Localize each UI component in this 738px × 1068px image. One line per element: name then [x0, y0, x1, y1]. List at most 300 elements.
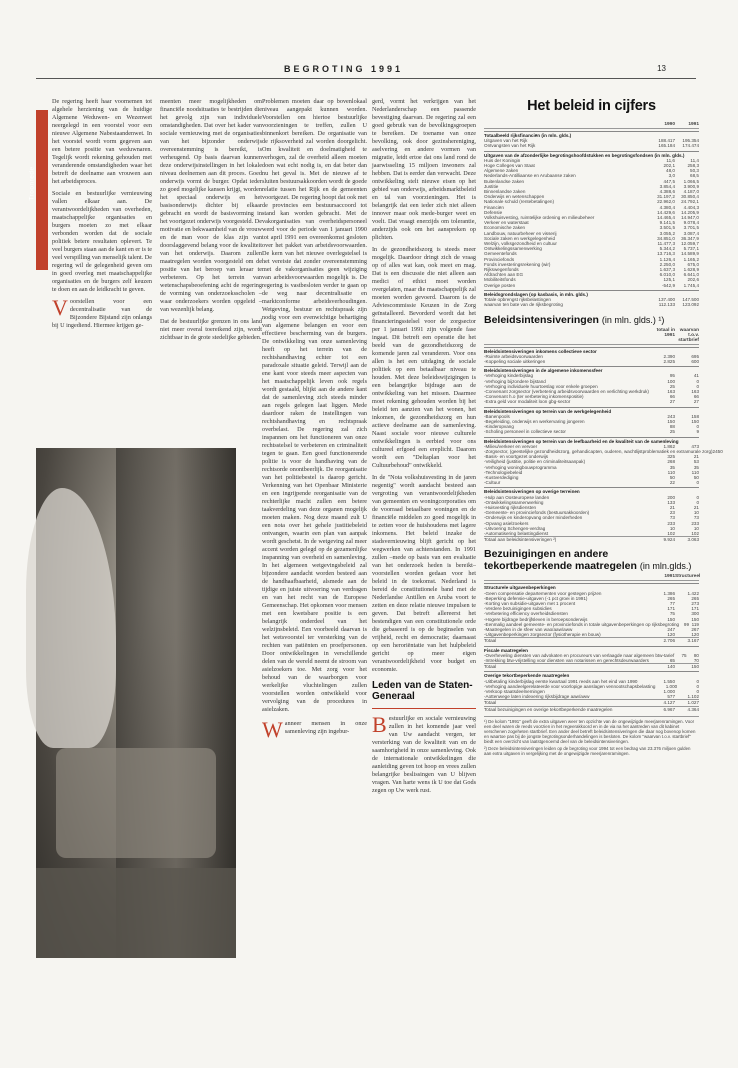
- row-label: -Uitbetaling kinderbijslag eerste kwartaal 1991 reeds aan het eind van 1990: [484, 678, 638, 684]
- group-heading: [484, 407, 699, 414]
- row-value: 5.737,1: [683, 246, 699, 252]
- row-label: -Huisvesting rijksdiensten: [484, 504, 537, 510]
- row-label: Afdrachten aan EG: [484, 272, 524, 278]
- column-header: totaal in 1991: [656, 327, 675, 338]
- row-value: 0: [696, 494, 699, 500]
- row-label: -Uitgavenbeperkingen zorgsector (fysiotherapie en bouw): [484, 632, 601, 638]
- row-value: 1.027: [687, 700, 699, 706]
- row-value: 70: [693, 658, 699, 664]
- row-value: 150: [667, 616, 675, 622]
- row-value: 150: [691, 418, 699, 424]
- row-label: -Ontwikkelingssamenwerking: [484, 499, 544, 505]
- row-value: 88: [669, 424, 675, 430]
- row-value: 3.701,5: [683, 225, 699, 231]
- row-value: 110: [667, 469, 675, 475]
- group-heading: [484, 151, 699, 158]
- row-label: Overige posten: [484, 282, 516, 288]
- row-value: 1.637,3: [659, 267, 675, 273]
- row-value: 14.205,9: [681, 209, 699, 215]
- row-label: -Koppeling sociale uitkeringen: [484, 358, 546, 364]
- page-number: 13: [657, 64, 666, 73]
- row-value: 22: [669, 480, 675, 486]
- row-value: 245: [712, 448, 721, 454]
- table-row: [484, 699, 699, 705]
- table-row: [484, 663, 699, 669]
- text-column-2: [160, 98, 262, 443]
- row-value: 65: [669, 658, 675, 664]
- row-value: 577: [667, 694, 675, 700]
- row-label: Buitenlandse zaken: [484, 178, 525, 184]
- column-header-row: [484, 328, 699, 345]
- row-value: 10: [669, 525, 675, 531]
- paragraph: [52, 295, 152, 330]
- row-label: Economische zaken: [484, 225, 526, 231]
- table-row: [484, 143, 699, 148]
- row-label: Verkeer en waterstaat: [484, 220, 529, 226]
- table-row: [484, 536, 699, 542]
- row-label: -Uitvoering Schengen-verdrag: [484, 525, 546, 531]
- row-value: 9.078,4: [683, 220, 699, 226]
- row-value: 125,1: [663, 277, 675, 283]
- row-value: 1.745,4: [683, 282, 699, 288]
- row-value: 25: [669, 383, 675, 389]
- row-value: 447,5: [663, 178, 675, 184]
- row-value: 1.422: [687, 590, 699, 596]
- row-value: 3,0: [668, 173, 675, 179]
- row-value: 27: [669, 399, 675, 405]
- row-value: 0: [696, 383, 699, 389]
- row-label: -Overheveling diensten van advokaten en procureurs van verlaagde naar algemeen btw-tarief: [484, 652, 675, 658]
- row-value: 66: [693, 394, 699, 400]
- row-value: 273: [691, 601, 699, 607]
- row-value: 243: [667, 413, 675, 419]
- paragraph: De regering heeft haar voornemen tot algehele herziening van de huidige Algemene Weduwen- en Wezenwet neergelegd in een voorstel voor een nieuwe Algemene Nabestaandenwet. In het voorstel wordt vorm gegeven aan een betere positie van weduwnaren. Tegelijk wordt rekening gehouden met veranderende omstandigheden waar het betreft de deelname aan vrouwen aan het arbeidsproces.: [52, 98, 152, 185]
- row-label: Totaal: [484, 638, 497, 644]
- row-value: 267: [691, 627, 699, 633]
- row-value: 30.850,4: [681, 194, 699, 200]
- row-value: 0: [696, 689, 699, 695]
- row-label: Algemene zaken: [484, 168, 519, 174]
- table-intensiveringen: [484, 327, 723, 543]
- row-value: 247: [667, 627, 675, 633]
- row-label: -Ruimte arbeidsvoorwaarden: [484, 353, 543, 359]
- row-value: 265: [667, 595, 675, 601]
- row-value: 75: [681, 652, 687, 658]
- row-label: Gemeentefonds: [484, 251, 517, 257]
- row-value: 174.474: [682, 143, 699, 149]
- row-label: -Extra geld voor modaliteit loon gbg-sector: [484, 399, 571, 405]
- row-label: Binnenlandse zaken: [484, 189, 526, 195]
- group-heading-label: Beleidsintensiveringen op terrein van de werkgelegenheid: [484, 408, 612, 414]
- row-label: -Verhoging aandeelgerelateerde voor voorlopige aanslagen vennootschapsbelasting: [484, 683, 656, 689]
- footnotes: [484, 716, 699, 756]
- row-value: 171: [667, 606, 675, 612]
- paragraph-text: oorstellen voor een decentralisatie van de Bijzondere Bijstand zijn onlangs bij U ingediend. Hiermee krijgen ge-: [52, 298, 152, 329]
- row-label: Onderwijs en wetenschappen: [484, 194, 545, 200]
- row-value: 3.063: [687, 537, 699, 543]
- column-header: 1991: [688, 122, 699, 127]
- group-heading-label: Fiscale maatregelen: [484, 647, 528, 653]
- drop-cap: V: [52, 295, 68, 320]
- row-value: 202,6: [687, 277, 699, 283]
- row-value: 23: [669, 510, 675, 516]
- row-value: 163: [691, 388, 699, 394]
- section-tab-label: Troonrede: [28, 166, 36, 201]
- row-value: 119: [691, 621, 699, 627]
- row-label: Financiën: [484, 204, 504, 210]
- figures-title: Het beleid in cijfers: [527, 98, 656, 114]
- row-label: Nationale schuld (rentebetalingen): [484, 199, 554, 205]
- row-value: 0: [696, 480, 699, 486]
- group-heading: [484, 583, 699, 590]
- drop-cap: B: [372, 712, 387, 737]
- row-value: 123.092: [682, 302, 699, 308]
- table-row: [484, 632, 699, 637]
- row-label: -Veiligheid (justitie, politie en criminaliteitsaanpak): [484, 459, 586, 465]
- group-heading-label: Beleidsintensiveringen inkomens collectieve sector: [484, 348, 597, 354]
- row-value: 2.250,0: [659, 261, 675, 267]
- paragraph: Problemen moeten daar op bovenlokaal niveau aangepakt kunnen worden. Voorstellen om hiertoe bestuurlijke voorzieningen te treffen, zullen U binnenkort bereiken. De organisatie van de rijksoverheid zal worden doorgelicht. Om kwaliteit en doelmatigheid te verhogen, zal de overheid alleen moeten doen wat echt nodig is, en dat beter dan nu het geval is. Met de nieuwe af te sluiten bestuursakkoorden wordt de goede relatie tussen het Rijk en de gemeenten voortgezet. De regering hoopt dat ook met de provincies een bestuursaccoord tot stand kan worden gebracht. Met de vakorganisaties van overheidspersoneel werd voor de periode van 1 januari 1990 tot april 1991 een overeenkomst gesloten over het pakket van arbeidsvoorwaarden. De kern van het nieuwe overlegstelsel is het vereiste dat zonder overeenstemming met de vakorganisaties geen wijziging van arbeidsvoorwaarden mogelijk is. De regering is vastbesloten verder te gaan op de weg naar decentralisatie en marktconforme arbeidsverhoudingen. Wetgeving, bestuur en rechtspraak zijn nodig voor een evenwichtige behartiging van algemene belangen en voor een effectieve bescherming van de burgers. De ontwikkeling van onze samenleving heeft op het terrein van de rechtshandhaving echter tot een paradoxale situatie geleid. Terwijl aan de ene kant voor steeds meer aspecten van het maatschappelijk leven ook regels wordt gestaald, blijkt aan de andere kant dat de samenleving zich steeds minder aan regels gelegen laat liggen. Mede daardoor raken de instellingen van rechtshandhaving en rechtspraak overbelast. De regering zal zich inspannen om het functioneren van onze rechtsstelsel te verbeteren en criminaliteit tegen te gaan. Een goed functionerende politie is voor de handhaving van de rechtsorde onontbeerlijk. De reorganisatie van het politiebestel is daarop gericht. Verkenning van het Openbaar Ministerie en een ingrijpende reorganisatie van de rechterlijke macht zullen een betere taakverdeling van deze organen mogelijk moeten maken. Nog deze maand zult U een nota over het gehele justitiebeleid ontvangen, waarin een plan van aanpak wordt geschetst. In de wetgeving zal meer accent worden gelegd op de gezamenlijke inspanning van overheid en samenleving. In het algemeen wetgevingsbeleid zal bijzondere aandacht worden besteed aan de handhaafbaarheid, alsmede aan de tijdige en juiste uitvoering van verdragen en van het recht van de Europese Gemeenschap. Het opkomen voor mensen met een kwetsbare positie is een belangrijk onderdeel van het welzijnsbeleid. Een voorbeeld daarvan is het wetsvoorstel ter versterking van de rechten van patiënten en proefpersonen. Door ontwikkelingen in verschillende delen van de wereld neemt de stroom van asielzoekers toe. Met zorg voor het behoud van de waarborgen voor werkelijke vluchtelingen zullen voorstellen worden ontwikkeld voor vervolging van de procedures in asielzaken.: [262, 98, 367, 713]
- row-value: 200: [667, 494, 675, 500]
- row-value: 3.055,2: [659, 230, 675, 236]
- row-value: 1.862: [663, 443, 675, 449]
- row-value: 35: [669, 464, 675, 470]
- row-value: 3.087,4: [683, 230, 699, 236]
- row-value: 100: [667, 378, 675, 384]
- row-value: 5.344,2: [659, 246, 675, 252]
- table-title-bezuinigingen: Bezuinigingen en andere tekortbeperkende maatregelen (in mln.glds.): [484, 548, 692, 573]
- paragraph: In de "Nota volkshuisvesting in de jaren negentig" wordt aandacht besteed aan vergroting van verantwoordelijkheden van gemeenten en woningcorporaties om de voorraad betaalbare woningen en de financiële middelen zo goed mogelijk in te zetten voor de huishoudens met lagere inkomens. Het beleid inzake de stadsvernieuwing blijft gericht op het wegwerken van achterstanden. In 1991 zullen –mede op basis van een evaluatie van het onderzoek heden is bereikt– voorstellen worden gedaan voor het beleid in de toekomst. Nederland is bereid de constitutionele band met de Nederlandse Antillen en Aruba voort te zetten en deze relatie nieuwe impulsen te geven. Dat betreft allereerst het bestendigen van een constitutionele orde die gebaseerd is op de beginselen van vrijheid, recht en democratie; daarnaast op een heroriëntatie van het hulpbeleid gericht op meer eigen verantwoordelijkheid voor budget en economie.: [372, 474, 476, 673]
- table-row: [484, 302, 699, 307]
- paragraph: Dat de bestuurlijke grenzen in ons land niet meer overal toereikend zijn, wordt zichtbaar in de grote stedelijke gebieden.: [160, 318, 262, 341]
- table-row: [484, 359, 699, 364]
- row-label: -Geen compensatie departementen voor gestegen prijzen: [484, 590, 602, 596]
- row-value: 2.825: [663, 358, 675, 364]
- text-column-4: [372, 98, 476, 1038]
- table-bezuinigingen: [484, 574, 699, 711]
- column-header: 1991: [664, 574, 675, 580]
- row-value: 6.641,0: [683, 272, 699, 278]
- row-label: -Basis- en voortgezet onderwijs: [484, 454, 549, 460]
- table-row: [484, 658, 699, 663]
- row-value: 14.429,6: [657, 209, 675, 215]
- row-value: 99: [683, 621, 690, 627]
- row-value: 120: [691, 632, 699, 638]
- group-heading-label: Beleidsgrondslagen (op kasbasis, in mln. glds.): [484, 291, 588, 297]
- row-value: 66: [669, 394, 675, 400]
- paragraph: gerd, vormt het verkrijgen van het Nederlanderschap een passende bevestiging daarvan. De regering zal een goed gebruik van de bevolkingsgroepen te bereiken. De toename van onze bevolking, ook door gezinshereniging, aselvering en andere vormen van migratie, leidt ertoe dat ons land rond de jaarwisseling 15 miljoen inwoners zal hebben. Dat is eerder dan verwacht. Deze ontwikkeling stelt nieuwe eisen op het gebied van onderwijs, arbeidsmarktbeleid en tal van voorzieningen. Het is belangrijk dat een ieder zich niet alleen innover maar ook mede-burger weet en voelt. Dat vraagt enerzijds om tolerantie, anderzijds ook om het aanspreken op plichten.: [372, 98, 476, 241]
- row-label: Nederlands-Antilliaanse en Arubaanse zaken: [484, 173, 576, 179]
- row-label: Totaal: [484, 700, 497, 706]
- row-label: Sociale zaken en werkgelegenheid: [484, 235, 555, 241]
- group-heading-label: Beleidsintensiveringen op overige terreinen: [484, 489, 580, 495]
- text-column-3: [262, 98, 367, 1028]
- row-label: -Maatregelen in de sfeer van wao/aaw/aww: [484, 627, 573, 633]
- row-value: 13.716,3: [657, 251, 675, 257]
- row-label: -Verdere bezuinigingen subsidies: [484, 606, 552, 612]
- page-header-title: BEGROTING 1991: [284, 64, 404, 74]
- table-row: [484, 429, 699, 434]
- group-heading-label: Beleidsintensiveringen in de algemene inkomenssfeer: [484, 368, 603, 374]
- row-label: Totaal aan beleidsintensiveringen ²): [484, 537, 557, 543]
- column-header-row: [484, 122, 699, 129]
- group-heading-label: Totaalbeeld rijksfinanciën (in mln. glds.): [484, 133, 572, 138]
- paragraph-text: estuurlijke en sociale vernieuwing zullen in het komende jaar veel van Uw aandacht vergen, ter versterking van de kwaliteit van en de saamhorigheid in onze samenleving. Ook de internationale ontwikkelingen die aanleiding geven tot hoop en vrees zullen belangrijke beslissingen van U blijven vragen. Van harte wens ik U toe dat Gods zegen op Uw werk rust.: [372, 715, 476, 794]
- row-label: Hoge Colleges van Staat: [484, 163, 535, 169]
- group-heading-label: Overige tekortbeperkende maatregelen: [484, 673, 570, 679]
- row-value: 258,3: [687, 163, 699, 169]
- table-row: [484, 399, 699, 404]
- row-value: 14.947,0: [681, 215, 699, 221]
- row-value: 0: [720, 448, 723, 454]
- row-label: -Hogere bijdrage bedrijfsleven in beroepsonderwijs: [484, 616, 588, 622]
- row-value: 9.924: [663, 537, 675, 543]
- section-subheading: Leden van de Staten-Generaal: [372, 680, 473, 702]
- row-value: 77: [669, 601, 675, 607]
- row-value: 68,5: [690, 173, 699, 179]
- row-value: 31.197,2: [657, 194, 675, 200]
- row-value: 95: [669, 373, 675, 379]
- row-value: 34.851,0: [657, 235, 675, 241]
- group-heading: [484, 366, 699, 373]
- row-value: 695: [691, 353, 699, 359]
- row-value: 158: [691, 413, 699, 419]
- row-value: 4.380,4: [659, 204, 675, 210]
- row-label: -Verhoging individuele huurtoeslag voor enkele groepen: [484, 383, 598, 389]
- row-value: -542,9: [661, 282, 675, 288]
- row-value: 11.477,3: [657, 241, 675, 247]
- throne-photo: [36, 448, 236, 958]
- table-row: [484, 706, 699, 712]
- row-value: 0: [696, 678, 699, 684]
- row-value: 3.167: [687, 638, 699, 644]
- footnote: ¹) De kolom "1991" geeft de extra uitgaven weer ten opzichte van de ongewijzigde meerjarenramingen. Voor een deel waren de reeds voorzien in het regeerakkoord en in de via na het aantreden van dit kabinet verschenen zogeheten startbrief. Een ander deel betreft beleidsintensiveringen die daar nog bovenop komen en waartoe pas bij de jongste begrotingsonderhandelingen is besloten. De kolom "waarvan t.o.v. startbrief" biedt een overzicht van laatstgenoemd deel van de beleidsintensiveringen.: [484, 718, 696, 744]
- section-tab: [28, 110, 48, 270]
- row-value: 1.628,9: [683, 267, 699, 273]
- row-value: 1.550: [663, 678, 675, 684]
- row-value: 3.501,5: [659, 225, 675, 231]
- group-heading: [484, 131, 699, 138]
- column-header: Structureel: [675, 574, 701, 580]
- column-header-row: [484, 574, 699, 581]
- table-row: [484, 480, 699, 485]
- row-value: 110: [691, 469, 699, 475]
- row-value: 1.066,5: [683, 178, 699, 184]
- table-rijksfinancien: [484, 122, 699, 308]
- row-label: -Verkoop staatsdeelnemingen: [484, 689, 545, 695]
- row-label: -Kustverdediging: [484, 474, 519, 480]
- row-label: Defensie: [484, 209, 503, 215]
- paragraph: Sociale en bestuurlijke vernieuwing vallen elkaar aan. De verantwoordelijkheden van overheden, maatschappelijke organisaties en burgers moeten zo met elkaar verbonden worden dat de sociale politiek betere resultaten oplevert. Te veel burgers staan aan de kant en er is te veel verspilling van menselijk talent. De regering wil de gelegenheid geven om in goed overleg met maatschappelijke organisaties en de burgers zelf keuzen te doen en aan de leidkracht te geven.: [52, 190, 153, 293]
- row-value: 1.126,4: [659, 256, 675, 262]
- row-value: 2.706: [663, 638, 675, 644]
- row-value: 133: [667, 499, 675, 505]
- row-value: 53: [693, 459, 699, 465]
- row-value: 150: [667, 418, 675, 424]
- row-label: -Eenmalig aandeel gemeente- en provinciefonds in totale uitgavenbeperkingen op rijksbegroting: [484, 621, 680, 627]
- row-value: 6.967: [663, 706, 675, 712]
- subheading-rule: [372, 708, 476, 709]
- row-value: 4.187,0: [683, 189, 699, 195]
- row-value: 265: [691, 595, 699, 601]
- row-value: 4.388,6: [659, 189, 675, 195]
- group-heading: [484, 487, 699, 494]
- row-value: 22.962,0: [657, 199, 675, 205]
- row-value: 50: [669, 474, 675, 480]
- row-value: 4.364: [687, 706, 699, 712]
- row-value: 2.390: [663, 353, 675, 359]
- row-label: Ontvangsten van het Rijk: [484, 143, 536, 149]
- row-label: -Hulp aan Oosteuropese landen: [484, 494, 550, 500]
- group-heading-label: Structurele uitgavenbeperkingen: [484, 585, 556, 591]
- row-value: 21: [669, 504, 675, 510]
- paragraph: [262, 717, 367, 742]
- row-value: 75: [669, 611, 675, 617]
- row-value: 233: [667, 520, 675, 526]
- row-value: 0: [696, 683, 699, 689]
- row-label: -Begeleiding, onderwijs en werkervaring jongeren: [484, 418, 585, 424]
- row-label: -Gemeente- en provinciefonds (bestuursakkoorden): [484, 510, 590, 516]
- row-value: 3.900,9: [683, 183, 699, 189]
- row-value: 120: [667, 632, 675, 638]
- row-label: Totaal bezuinigingen en overige tekortbeperkende maatregelen: [484, 706, 613, 712]
- row-label: Fonds investeringsrekening (wir): [484, 261, 551, 267]
- table-row: [484, 637, 699, 643]
- group-heading: [484, 671, 699, 678]
- row-label: Welzijn, volksgezondheid en cultuur: [484, 241, 557, 247]
- row-label: -Korting van subsidie-uitgaven met 1 procent: [484, 601, 576, 607]
- row-value: 137.400: [658, 297, 675, 303]
- row-value: 4.404,3: [683, 204, 699, 210]
- row-label: -Technologiebeleid: [484, 469, 523, 475]
- row-label: -Beperking defensie-uitgaven (-1 pct groei in 1991): [484, 595, 588, 601]
- row-value: 0: [696, 424, 699, 430]
- group-heading: [484, 347, 699, 354]
- row-label: Landbouw, natuurbeheer en visserij: [484, 230, 557, 236]
- figures-panel: [484, 98, 723, 758]
- row-value: 24.792,1: [681, 199, 699, 205]
- row-value: 10: [693, 510, 699, 516]
- row-value: 1.102: [687, 694, 699, 700]
- row-value: 80: [693, 652, 699, 658]
- row-label: -Verbetering efficiency overheidsdiensten: [484, 611, 568, 617]
- row-value: 25: [669, 429, 675, 435]
- paragraph: meenten meer mogelijkheden om financiële noodsituaties te bestrijden die het gevolg zijn van individuele omstandigheden. Dat over het kader van sociale vernieuwing met de organisaties van het bijzonder onderwijs overeenstemming is bereikt, is verheugend. Op basis daarvan kunnen deze onderwijsinstellingen in het lokale niveau deelnemen aan dit proces. Goed onderwijs vormt de burger. Opdat ieder zo goed mogelijke kansen krijgt, worden het speciaal onderwijs en het basisonderwijs dichter bij elkaar gebracht en wordt de basisvorming in het voortgezet onderwijs voorgesteld. De motivatie en bekwaamheid van de vrouw en de man voor de klas zijn van doorslaggevend belang voor de kwaliteit van het onderwijs. Daarom zullen maatregelen worden voorgesteld om de positie van het beroep van leraar te verbeteren. Op het terrein van wetenschapsbeoefening acht de regering de vorming van onderzoeksscholen – waar onderzoekers worden opgeleid – van wezenlijk belang.: [160, 98, 262, 313]
- row-value: 14.465,4: [657, 215, 675, 221]
- row-label: Uitgaven van het Rijk: [484, 138, 528, 144]
- row-label: -Convenant zorgsector (verbetering arbeidsvoorwaarden en verlichting werkdruk): [484, 388, 649, 394]
- row-value: 147.500: [682, 297, 699, 303]
- footnote: ²) Deze beleidsintensiveringen leiden op de begroting voor 1994 tot een bedrag van 23.376 miljoen gulden aan extra uitgaven in vergelijking met de ongewijzigde meerjarenramingen.: [484, 745, 691, 756]
- row-value: 50: [693, 474, 699, 480]
- row-value: 0: [696, 378, 699, 384]
- row-label: -Intrekking btw-vrijstelling voor diensten van notarissen en gerechtsdeurwaarders: [484, 658, 649, 664]
- row-value: 14.589,9: [681, 251, 699, 257]
- row-label: waarvan ten bate van de rijksbegroting: [484, 302, 563, 308]
- row-value: 0: [696, 499, 699, 505]
- row-label: Mobiliteitsfonds: [484, 277, 516, 283]
- row-label: Totale opbrengst rijksbelastingen: [484, 297, 551, 303]
- row-value: 675,0: [687, 261, 699, 267]
- row-value: 1.000: [663, 689, 675, 695]
- group-heading-label: Uitgaven van de afzonderlijke begrotingshoofdstukken en begrotingsfondsen (in mln. glds.): [484, 152, 685, 158]
- row-value: 150: [691, 616, 699, 622]
- row-label: Volkshuisvesting, ruimtelijke ordening en milieubeheer: [484, 215, 595, 221]
- row-value: 27: [693, 399, 699, 405]
- row-value: 9: [696, 429, 699, 435]
- row-value: 21: [693, 504, 699, 510]
- table-row: [484, 283, 699, 288]
- row-label: -Convenant h.o (ter verbetering inkomenspositie): [484, 394, 584, 400]
- row-value: 112.133: [658, 302, 675, 308]
- table-row: [484, 694, 699, 699]
- header-rule: [36, 78, 696, 79]
- row-label: Totaal: [484, 664, 497, 670]
- row-label: -Cultuur: [484, 480, 501, 486]
- row-value: 188.417: [658, 138, 675, 144]
- row-value: 10: [693, 525, 699, 531]
- row-value: 73: [693, 515, 699, 521]
- row-value: 21: [693, 454, 699, 460]
- row-value: 4.127: [663, 700, 675, 706]
- group-heading: [484, 646, 699, 653]
- row-value: 1.000: [665, 683, 678, 689]
- row-value: 3.854,4: [659, 183, 675, 189]
- table-row: [484, 531, 699, 536]
- row-value: 325: [667, 454, 675, 460]
- row-label: Provinciefonds: [484, 256, 515, 262]
- row-label: -Verhoging bijzondere bijstand: [484, 378, 546, 384]
- row-label: -Scholing personeel in collectieve sector: [484, 429, 566, 435]
- column-header: 1990: [664, 122, 675, 127]
- row-value: 11,6: [666, 157, 675, 163]
- drop-cap: W: [262, 717, 283, 742]
- row-value: 73: [669, 515, 675, 521]
- row-value: 12.059,7: [681, 241, 699, 247]
- row-label: -Aottenwege laten indexering rijksbijdrage aaw/aww: [484, 694, 590, 700]
- row-value: 41: [693, 373, 699, 379]
- row-value: 195.354: [682, 138, 699, 144]
- row-value: 48,0: [666, 168, 675, 174]
- row-label: Huis der Koningin: [484, 157, 521, 163]
- row-value: 6.010,0: [659, 272, 675, 278]
- row-value: 171: [691, 606, 699, 612]
- row-value: 165.184: [658, 143, 675, 149]
- row-value: 140: [667, 664, 675, 670]
- row-value: 11,4: [690, 157, 699, 163]
- row-value: 50,3: [690, 168, 699, 174]
- row-value: 1.165,2: [683, 256, 699, 262]
- row-label: Justitie: [484, 183, 499, 189]
- page-header: [0, 64, 738, 78]
- row-value: 233: [691, 520, 699, 526]
- paragraph-text: anneer mensen in onze samenleving zijn ingebur-: [284, 720, 367, 735]
- row-label: -Verhoging woningbouwprogramma: [484, 464, 557, 470]
- row-label: -Banenpools: [484, 413, 510, 419]
- paragraph: In de gezondheidszorg is steeds meer mogelijk. Daardoor dringt zich de vraag op of alles wat kan, ook meet en mag. Dat is een discussie die niet alleen aan medici of ethici moet worden overgelaten, maar die maatschappelijk zal moeten worden gevoerd. Daarom is de Adviescommissie Keuzen in de Zorg geïnstalleerd. Bevorderd wordt dat het financieringsstelsel voor de zorgsector per 1 januari 1991 zijn volgende fase ingaat. Dit betreft een operatie die het beeld van de gezondheidszorg de komende jaren zal veranderen. Voor ons allen is het een uitdaging de sociale politiek op een betaalbaar niveau te houden. Met deze beleidswijzigingen is een belangrijke bijdrage aan de ontwikkeling van het missen. Daarmee moet rekening gehouden worden bij het beleid ten aanzien van het wonen, het inkomen, de gezondheidszorg en hun actieve deelname aan de samenleving. Naast sociale voor nieuwe culturele ontwikkelingen is eerbied voor ons cultureel erfgoed een erepliсht. Daarom wordt een "Deltaplan voor het Cultuurbehoud" ontwikkeld.: [372, 246, 476, 469]
- row-value: 1.386: [663, 590, 675, 596]
- text-column-1: [52, 98, 152, 443]
- group-heading: [484, 437, 699, 444]
- row-value: 473: [691, 443, 699, 449]
- row-label: -Verhoging kinderbijslag: [484, 373, 534, 379]
- paragraph: [372, 712, 476, 795]
- row-value: 600: [691, 358, 699, 364]
- row-label: -Automatisering belastingdienst: [484, 531, 549, 536]
- group-heading: [484, 290, 699, 297]
- row-label: Rijkswegenfonds: [484, 267, 519, 273]
- row-value: 102: [691, 531, 699, 536]
